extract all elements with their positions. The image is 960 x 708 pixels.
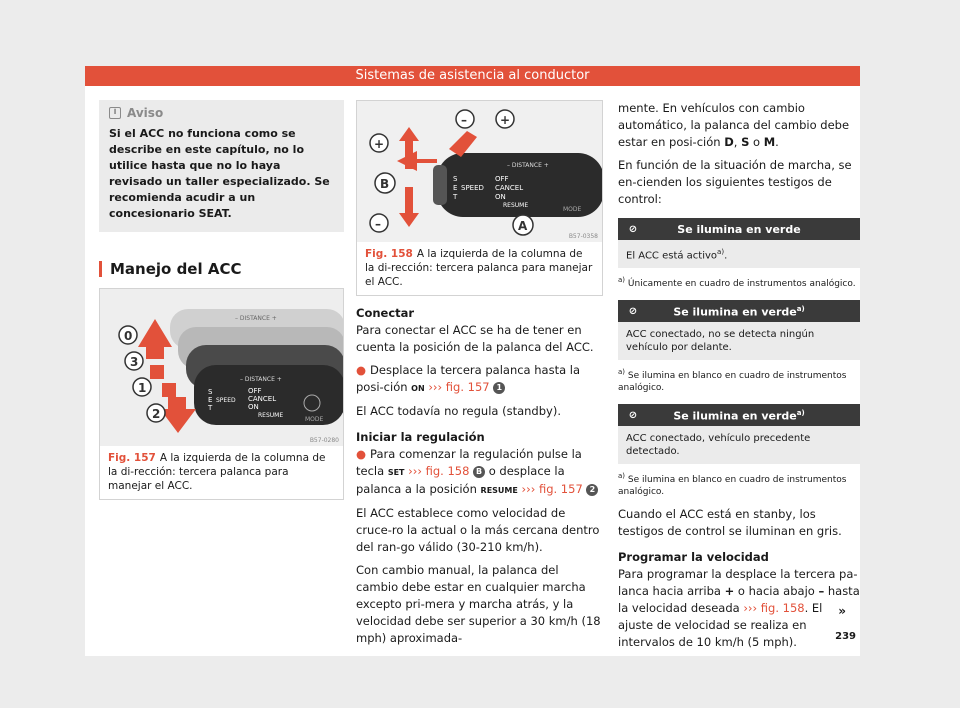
figure-code: B57-0280 bbox=[309, 437, 339, 444]
svg-text:MODE: MODE bbox=[563, 206, 582, 213]
svg-text:– DISTANCE +: – DISTANCE + bbox=[240, 376, 282, 383]
figure-158-caption: Fig. 158 A la izquierda de la columna de la di-rección: tercera palanca para manejar el ACC. bbox=[365, 248, 593, 288]
figure-157-caption: Fig. 157 A la izquierda de la columna de la di-rección: tercera palanca para manejar el ACC. bbox=[108, 452, 326, 492]
notice-body: Si el ACC no funciona como se describe en este capítulo, no lo utilice hasta que no lo haya revisado un taller especializado. Se recomienda acudir a un concesionario SEAT. bbox=[109, 127, 330, 220]
svg-text:MODE: MODE bbox=[305, 416, 324, 423]
svg-text:CANCEL: CANCEL bbox=[248, 395, 277, 403]
svg-text:+: + bbox=[500, 113, 511, 127]
indicator-desc-1: El ACC está activo$^{a)}$. bbox=[618, 240, 860, 268]
programar-paragraph: Para programar la desplace la tercera pa-lanca hacia arriba + o hacia abajo – hasta la velocidad deseada ››› fig. 158. El ajuste de velocidad se realiza en intervalos de 10 km/h (5 mph). bbox=[618, 567, 860, 650]
svg-text:ON: ON bbox=[495, 193, 506, 201]
svg-text:T: T bbox=[453, 193, 458, 201]
marker-1: 1 bbox=[493, 382, 505, 394]
svg-text:OFF: OFF bbox=[248, 387, 262, 395]
acc-car-icon: ⊘ bbox=[628, 305, 638, 317]
figure-157 bbox=[99, 288, 344, 500]
acc-icon: ⊘ bbox=[628, 223, 638, 235]
figure-157-image bbox=[100, 289, 343, 446]
standby-grey-paragraph: Cuando el ACC está en stanby, los testigos de control se iluminan en gris. bbox=[618, 507, 842, 539]
speed-range-paragraph: El ACC establece como velocidad de cruce-ro la actual o la más cercana dentro del ran-go válido (30-210 km/h). bbox=[356, 506, 600, 554]
page-header: Sistemas de asistencia al conductor bbox=[85, 66, 860, 86]
svg-text:0: 0 bbox=[124, 329, 133, 343]
programar-heading: Programar la velocidad bbox=[618, 550, 769, 565]
standby-paragraph: El ACC todavía no regula (standby). bbox=[356, 404, 561, 418]
fig-157-link[interactable]: ››› fig. 157 bbox=[521, 482, 583, 496]
svg-text:SPEED: SPEED bbox=[461, 184, 484, 192]
figure-158 bbox=[356, 100, 603, 296]
svg-text:OFF: OFF bbox=[495, 175, 509, 183]
acc-lever-positions-illustration bbox=[100, 289, 343, 446]
fig-157-link[interactable]: ››› fig. 157 bbox=[428, 380, 490, 394]
svg-text:–: – bbox=[461, 113, 467, 127]
column-left bbox=[99, 100, 344, 500]
footnote-3: $^{a)}$ Se ilumina en blanco en cuadro de instrumentos analógico. bbox=[618, 472, 847, 498]
figure-code: B57-0358 bbox=[568, 233, 598, 240]
indicator-bar-3: ⊘ Se ilumina en verde$^{a)}$ bbox=[618, 404, 860, 426]
automatic-paragraph: mente. En vehículos con cambio automático, la palanca del cambio debe estar en posi-ción D, S o M. bbox=[618, 101, 850, 149]
acc-vehicle-icon: ⊘ bbox=[628, 409, 638, 421]
svg-text:RESUME: RESUME bbox=[258, 412, 284, 419]
indicator-intro: En función de la situación de marcha, se en-cienden los siguientes testigos de control: bbox=[618, 158, 852, 206]
section-heading: Manejo del ACC bbox=[99, 260, 344, 278]
svg-text:SPEED: SPEED bbox=[216, 397, 236, 404]
svg-text:1: 1 bbox=[138, 381, 147, 395]
info-icon: i bbox=[109, 107, 121, 119]
svg-text:E: E bbox=[453, 184, 458, 192]
svg-text:B: B bbox=[380, 177, 390, 191]
svg-text:– DISTANCE +: – DISTANCE + bbox=[507, 162, 549, 169]
continue-marker: » bbox=[838, 604, 846, 618]
svg-text:+: + bbox=[374, 137, 385, 151]
acc-lever-speed-illustration bbox=[357, 101, 602, 242]
iniciar-heading: Iniciar la regulación bbox=[356, 430, 485, 444]
bullet-start: ● Para comenzar la regulación pulse la tecla SET ››› fig. 158 B o desplace la palanca a la posición RESUME ››› fig. 157 2 bbox=[356, 446, 603, 499]
notice-box bbox=[99, 100, 344, 232]
column-middle bbox=[356, 100, 603, 647]
svg-text:CANCEL: CANCEL bbox=[495, 184, 524, 192]
notice-title: Aviso bbox=[127, 106, 164, 120]
svg-text:ON: ON bbox=[248, 403, 259, 411]
svg-text:2: 2 bbox=[152, 407, 161, 421]
footnote-1: $^{a)}$ Únicamente en cuadro de instrumentos analógico. bbox=[618, 276, 856, 290]
footnote-2: $^{a)}$ Se ilumina en blanco en cuadro de instrumentos analógico. bbox=[618, 368, 847, 394]
indicator-desc-3: ACC conectado, vehículo precedente detectado. bbox=[618, 426, 860, 464]
svg-text:E: E bbox=[208, 396, 213, 404]
section-marker bbox=[99, 261, 102, 277]
manual-page bbox=[85, 66, 860, 656]
bullet-icon: ● bbox=[356, 363, 367, 377]
bullet-connect: ● Desplace la tercera palanca hasta la posi-ción ON ››› fig. 157 1 bbox=[356, 363, 581, 394]
marker-2: 2 bbox=[586, 484, 598, 496]
svg-text:RESUME: RESUME bbox=[503, 202, 529, 209]
svg-text:– DISTANCE +: – DISTANCE + bbox=[235, 315, 277, 322]
conectar-paragraph: Para conectar el ACC se ha de tener en cuenta la posición de la palanca del ACC. bbox=[356, 323, 594, 354]
svg-text:T: T bbox=[208, 404, 213, 412]
indicator-bar-1: ⊘ Se ilumina en verde bbox=[618, 218, 860, 240]
svg-text:S: S bbox=[208, 388, 213, 396]
indicator-desc-2: ACC conectado, no se detecta ningún vehículo por delante. bbox=[618, 322, 860, 360]
page-number: 239 bbox=[835, 631, 856, 642]
conectar-heading: Conectar bbox=[356, 306, 415, 320]
indicator-bar-2: ⊘ Se ilumina en verde$^{a)}$ bbox=[618, 300, 860, 322]
fig-158-link[interactable]: ››› fig. 158 bbox=[408, 464, 470, 478]
column-right bbox=[618, 100, 860, 651]
svg-text:–: – bbox=[375, 217, 381, 231]
svg-text:S: S bbox=[453, 175, 458, 183]
svg-text:3: 3 bbox=[130, 355, 139, 369]
bullet-icon: ● bbox=[356, 447, 367, 461]
svg-text:A: A bbox=[518, 219, 528, 233]
figure-158-image bbox=[357, 101, 602, 242]
marker-b: B bbox=[473, 466, 485, 478]
manual-gear-paragraph: Con cambio manual, la palanca del cambio debe estar en cualquier marcha excepto pri-mera y marcha atrás, y la velocidad debe ser superior a 30 km/h (18 mph) aproximada- bbox=[356, 563, 601, 645]
fig-158-link[interactable]: ››› fig. 158 bbox=[743, 601, 805, 616]
